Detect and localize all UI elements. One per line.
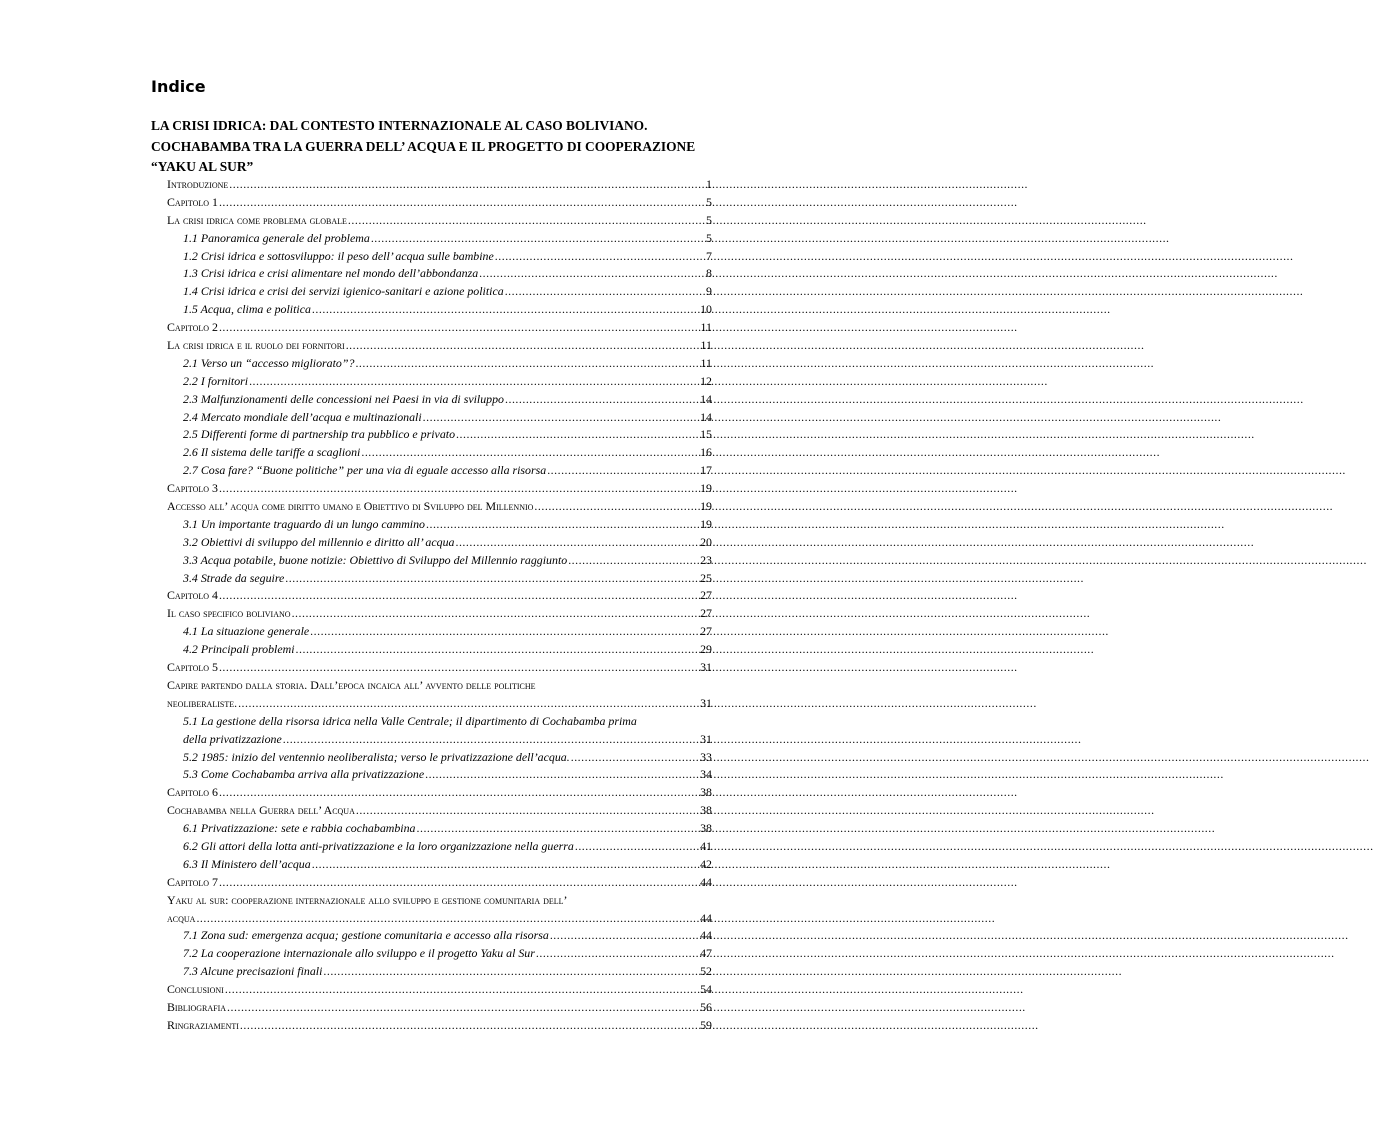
toc-label: 2.6 Il sistema delle tariffe a scaglioni	[183, 445, 361, 460]
toc-label-line: Capire partendo dalla storia. Dall’epoca incaica all’ avvento delle politiche	[167, 677, 536, 692]
toc-entry-chapter-title[interactable]	[167, 677, 712, 713]
dot-leader	[219, 874, 699, 892]
toc-label: Capitolo 5	[167, 660, 218, 675]
dot-leader	[310, 623, 699, 641]
dot-leader	[417, 820, 700, 838]
toc-page-number: 15	[700, 427, 712, 442]
toc-label: 6.1 Privatizzazione: sete e rabbia cochabambina	[183, 821, 416, 836]
dot-leader	[550, 927, 699, 945]
toc-page-number: 5	[706, 194, 712, 209]
toc-entry-capitolo-5[interactable]	[167, 659, 712, 677]
toc-label: 1.1 Panoramica generale del problema	[183, 230, 370, 245]
dot-leader	[312, 856, 699, 874]
dot-leader	[219, 784, 699, 802]
toc-page-number: 5	[706, 230, 712, 245]
dot-leader	[219, 587, 699, 605]
toc-label: 3.1 Un importante traguardo di un lungo cammino	[183, 516, 425, 531]
toc-page-number: 17	[700, 463, 712, 478]
toc-entry-chapter-title[interactable]	[167, 212, 712, 230]
dot-leader	[238, 695, 699, 713]
dot-leader	[196, 910, 699, 928]
page-heading: Indice	[151, 77, 206, 96]
toc-page-number: 7	[706, 248, 712, 263]
toc-page-number: 10	[700, 302, 712, 317]
toc-entry-chapter-title[interactable]	[167, 337, 712, 355]
toc-page-number: 8	[706, 266, 712, 281]
toc-entry-section[interactable]	[167, 462, 712, 480]
dot-leader	[229, 176, 705, 194]
toc-page-number: 38	[700, 803, 712, 818]
toc-page-number: 27	[700, 606, 712, 621]
toc-label: 2.2 I fornitori	[183, 373, 249, 388]
toc-page-number: 38	[700, 821, 712, 836]
toc-label: 5.2 1985: inizio del ventennio neoliberalista; verso le privatizzazione dell’acqua.	[183, 749, 570, 764]
toc-page-number: 33	[700, 749, 712, 764]
dot-leader	[219, 480, 699, 498]
toc-page-number: 9	[706, 284, 712, 299]
toc-label: 2.1 Verso un “accesso migliorato”?	[183, 355, 355, 370]
dot-leader	[479, 265, 705, 283]
toc-label: 1.2 Crisi idrica e sottosviluppo: il peso dell’ acqua sulle bambine	[183, 248, 494, 263]
toc-page-number: 19	[700, 516, 712, 531]
toc-entry-section[interactable]	[167, 265, 712, 283]
toc-entry-introduzione[interactable]	[167, 176, 712, 194]
dot-leader	[455, 534, 699, 552]
toc-label: neoliberaliste.	[167, 695, 238, 710]
toc-entry-section[interactable]	[167, 248, 712, 266]
toc-entry-capitolo-7[interactable]	[167, 874, 712, 892]
toc-entry-capitolo-4[interactable]	[167, 587, 712, 605]
toc-page-number: 29	[700, 642, 712, 657]
document-title	[151, 116, 711, 178]
toc-entry-section[interactable]	[167, 713, 712, 749]
toc-label: 4.1 La situazione generale	[183, 624, 310, 639]
toc-label: 7.1 Zona sud: emergenza acqua; gestione comunitaria e accesso alla risorsa	[183, 928, 549, 943]
toc-page-number: 47	[700, 946, 712, 961]
toc-label: 2.3 Malfunzionamenti delle concessioni nei Paesi in via di sviluppo	[183, 391, 504, 406]
toc-label: 7.3 Alcune precisazioni finali	[183, 964, 323, 979]
toc-entry-section[interactable]	[167, 570, 712, 588]
toc-label: acqua	[167, 910, 196, 925]
dot-leader	[219, 659, 699, 677]
dot-leader	[219, 319, 700, 337]
toc-page-number: 52	[700, 964, 712, 979]
dot-leader	[536, 945, 699, 963]
dot-leader	[426, 516, 699, 534]
toc-page-number: 19	[700, 481, 712, 496]
toc-page-number: 27	[700, 588, 712, 603]
dot-leader	[249, 373, 699, 391]
toc-label: 3.4 Strade da seguire	[183, 570, 285, 585]
toc-entry-section[interactable]	[167, 534, 712, 552]
toc-label: Capitolo 7	[167, 874, 218, 889]
title-line: COCHABAMBA TRA LA GUERRA DELL’ ACQUA E IL PROGETTO DI COOPERAZIONE	[151, 138, 696, 154]
dot-leader	[534, 498, 699, 516]
toc-page-number: 27	[700, 624, 712, 639]
toc-page-number: 14	[700, 409, 712, 424]
toc-label: 5.3 Come Cochabamba arriva alla privatizzazione	[183, 767, 425, 782]
toc-label: Introduzione	[167, 177, 229, 191]
title-line: LA CRISI IDRICA: DAL CONTESTO INTERNAZIONALE AL CASO BOLIVIANO.	[151, 118, 648, 133]
dot-leader	[348, 212, 705, 230]
toc-entry-capitolo-3[interactable]	[167, 480, 712, 498]
dot-leader	[323, 963, 699, 981]
toc-label: Ringraziamenti	[167, 1017, 239, 1032]
dot-leader	[227, 999, 699, 1017]
toc-entry-section[interactable]	[167, 444, 712, 462]
toc-entry-chapter-title[interactable]	[167, 892, 712, 928]
toc-label: Capitolo 1	[167, 194, 218, 209]
toc-page-number: 44	[700, 910, 712, 925]
dot-leader	[505, 391, 699, 409]
toc-label: Capitolo 2	[167, 320, 218, 335]
toc-entry-section[interactable]	[167, 373, 712, 391]
toc-page-number: 11	[700, 355, 712, 370]
toc-entry-section[interactable]	[167, 283, 712, 301]
toc-entry-section[interactable]	[167, 838, 712, 856]
dot-leader	[568, 552, 699, 570]
toc-entry-section[interactable]	[167, 856, 712, 874]
toc-page-number: 31	[700, 731, 712, 746]
dot-leader	[547, 462, 699, 480]
dot-leader	[456, 426, 699, 444]
toc-page-number: 38	[700, 785, 712, 800]
dot-leader	[571, 749, 699, 767]
toc-page-number: 16	[700, 445, 712, 460]
dot-leader	[575, 838, 699, 856]
toc-label: della privatizzazione	[183, 731, 282, 746]
dot-leader	[505, 283, 705, 301]
toc-entry-section[interactable]	[167, 230, 712, 248]
toc-entry-section[interactable]	[167, 945, 712, 963]
title-line: “YAKU AL SUR”	[151, 159, 254, 174]
toc-entry-capitolo-2[interactable]	[167, 319, 712, 337]
dot-leader	[495, 248, 705, 266]
toc-label: La crisi idrica come problema globale	[167, 212, 347, 227]
toc-entry-section[interactable]	[167, 623, 712, 641]
toc-label: Bibliografia	[167, 999, 227, 1014]
toc-entry-chapter-title[interactable]	[167, 498, 712, 516]
toc-entry-capitolo-1[interactable]	[167, 194, 712, 212]
toc-page-number: 25	[700, 570, 712, 585]
dot-leader	[346, 337, 700, 355]
toc-page-number: 23	[700, 552, 712, 567]
toc-page-number: 56	[700, 999, 712, 1014]
dot-leader	[283, 731, 699, 749]
toc-entry-section[interactable]	[167, 641, 712, 659]
toc-entry-section[interactable]	[167, 355, 712, 373]
toc-entry-section[interactable]	[167, 766, 712, 784]
toc-label-line: Yaku al sur: cooperazione internazionale allo sviluppo e gestione comunitaria dell’	[167, 892, 568, 907]
toc-entry-section[interactable]	[167, 426, 712, 444]
dot-leader	[371, 230, 705, 248]
toc-label: La crisi idrica e il ruolo dei fornitori	[167, 338, 345, 353]
toc-label-line: 5.1 La gestione della risorsa idrica nella Valle Centrale; il dipartimento di Cochabamba prima	[183, 713, 637, 728]
toc-entry-section[interactable]	[167, 963, 712, 981]
toc-label: Capitolo 3	[167, 481, 218, 496]
toc-page-number: 19	[700, 499, 712, 514]
dot-leader	[292, 605, 700, 623]
toc-label: 2.7 Cosa fare? “Buone politiche” per una via di eguale accesso alla risorsa	[183, 463, 547, 478]
toc-entry-ringraziamenti[interactable]	[167, 1017, 712, 1035]
toc-entry-conclusioni[interactable]	[167, 981, 712, 999]
toc-page-number: 34	[700, 767, 712, 782]
toc-page-number: 59	[700, 1017, 712, 1032]
toc-page-number: 11	[700, 320, 712, 335]
toc-label: Cochabamba nella Guerra dell’ Acqua	[167, 803, 355, 818]
dot-leader	[356, 802, 699, 820]
toc-entry-section[interactable]	[167, 516, 712, 534]
toc-label: 3.2 Obiettivi di sviluppo del millennio e diritto all’ acqua	[183, 534, 455, 549]
dot-leader	[355, 355, 699, 373]
dot-leader	[219, 194, 705, 212]
toc-page-number: 1	[706, 177, 712, 191]
toc-page-number: 31	[700, 660, 712, 675]
toc-label: 1.4 Crisi idrica e crisi dei servizi igienico-sanitari e azione politica	[183, 284, 504, 299]
toc-entry-bibliografia[interactable]	[167, 999, 712, 1017]
toc-label: Il caso specifico boliviano	[167, 606, 291, 621]
toc-page-number: 20	[700, 534, 712, 549]
dot-leader	[361, 444, 699, 462]
toc-entry-section[interactable]	[167, 749, 712, 767]
toc-label: Accesso all’ acqua come diritto umano e Obiettivo di Sviluppo del Millennio	[167, 499, 534, 514]
toc-entry-section[interactable]	[167, 552, 712, 570]
dot-leader	[312, 301, 699, 319]
toc-entry-chapter-title[interactable]	[167, 605, 712, 623]
toc-label: Capitolo 4	[167, 588, 218, 603]
toc-entry-section[interactable]	[167, 301, 712, 319]
toc-label: 1.5 Acqua, clima e politica	[183, 302, 311, 317]
toc-page-number: 12	[700, 373, 712, 388]
dot-leader	[225, 981, 699, 999]
toc-label: 2.4 Mercato mondiale dell’acqua e multinazionali	[183, 409, 422, 424]
dot-leader	[240, 1017, 699, 1035]
toc-label: 6.3 Il Ministero dell’acqua	[183, 856, 311, 871]
toc-label: 3.3 Acqua potabile, buone notizie: Obiettivo di Sviluppo del Millennio raggiunto	[183, 552, 568, 567]
toc-entry-chapter-title[interactable]	[167, 802, 712, 820]
toc-entry-section[interactable]	[167, 391, 712, 409]
toc-page-number: 44	[700, 874, 712, 889]
dot-leader	[296, 641, 700, 659]
toc-page-number: 11	[700, 338, 712, 353]
toc-page-number: 14	[700, 391, 712, 406]
toc-page-number: 54	[700, 982, 712, 997]
toc-page-number: 44	[700, 928, 712, 943]
dot-leader	[285, 570, 699, 588]
toc-page-number: 31	[700, 695, 712, 710]
toc-page-number: 42	[700, 856, 712, 871]
toc-label: 2.5 Differenti forme di partnership tra pubblico e privato	[183, 427, 456, 442]
toc-label: Conclusioni	[167, 982, 224, 997]
toc-entry-section[interactable]	[167, 820, 712, 838]
toc-page-number: 41	[700, 838, 712, 853]
toc-label: Capitolo 6	[167, 785, 218, 800]
dot-leader	[423, 409, 699, 427]
toc-label: 7.2 La cooperazione internazionale allo sviluppo e il progetto Yaku al Sur	[183, 946, 535, 961]
toc-label: 6.2 Gli attori della lotta anti-privatizzazione e la loro organizzazione nella guerra	[183, 838, 574, 853]
toc-entry-section[interactable]	[167, 927, 712, 945]
table-of-contents	[167, 176, 712, 1035]
toc-entry-section[interactable]	[167, 409, 712, 427]
toc-label: 4.2 Principali problemi	[183, 642, 295, 657]
toc-page-number: 5	[706, 212, 712, 227]
dot-leader	[425, 766, 699, 784]
toc-label: 1.3 Crisi idrica e crisi alimentare nel mondo dell’abbondanza	[183, 266, 479, 281]
toc-entry-capitolo-6[interactable]	[167, 784, 712, 802]
